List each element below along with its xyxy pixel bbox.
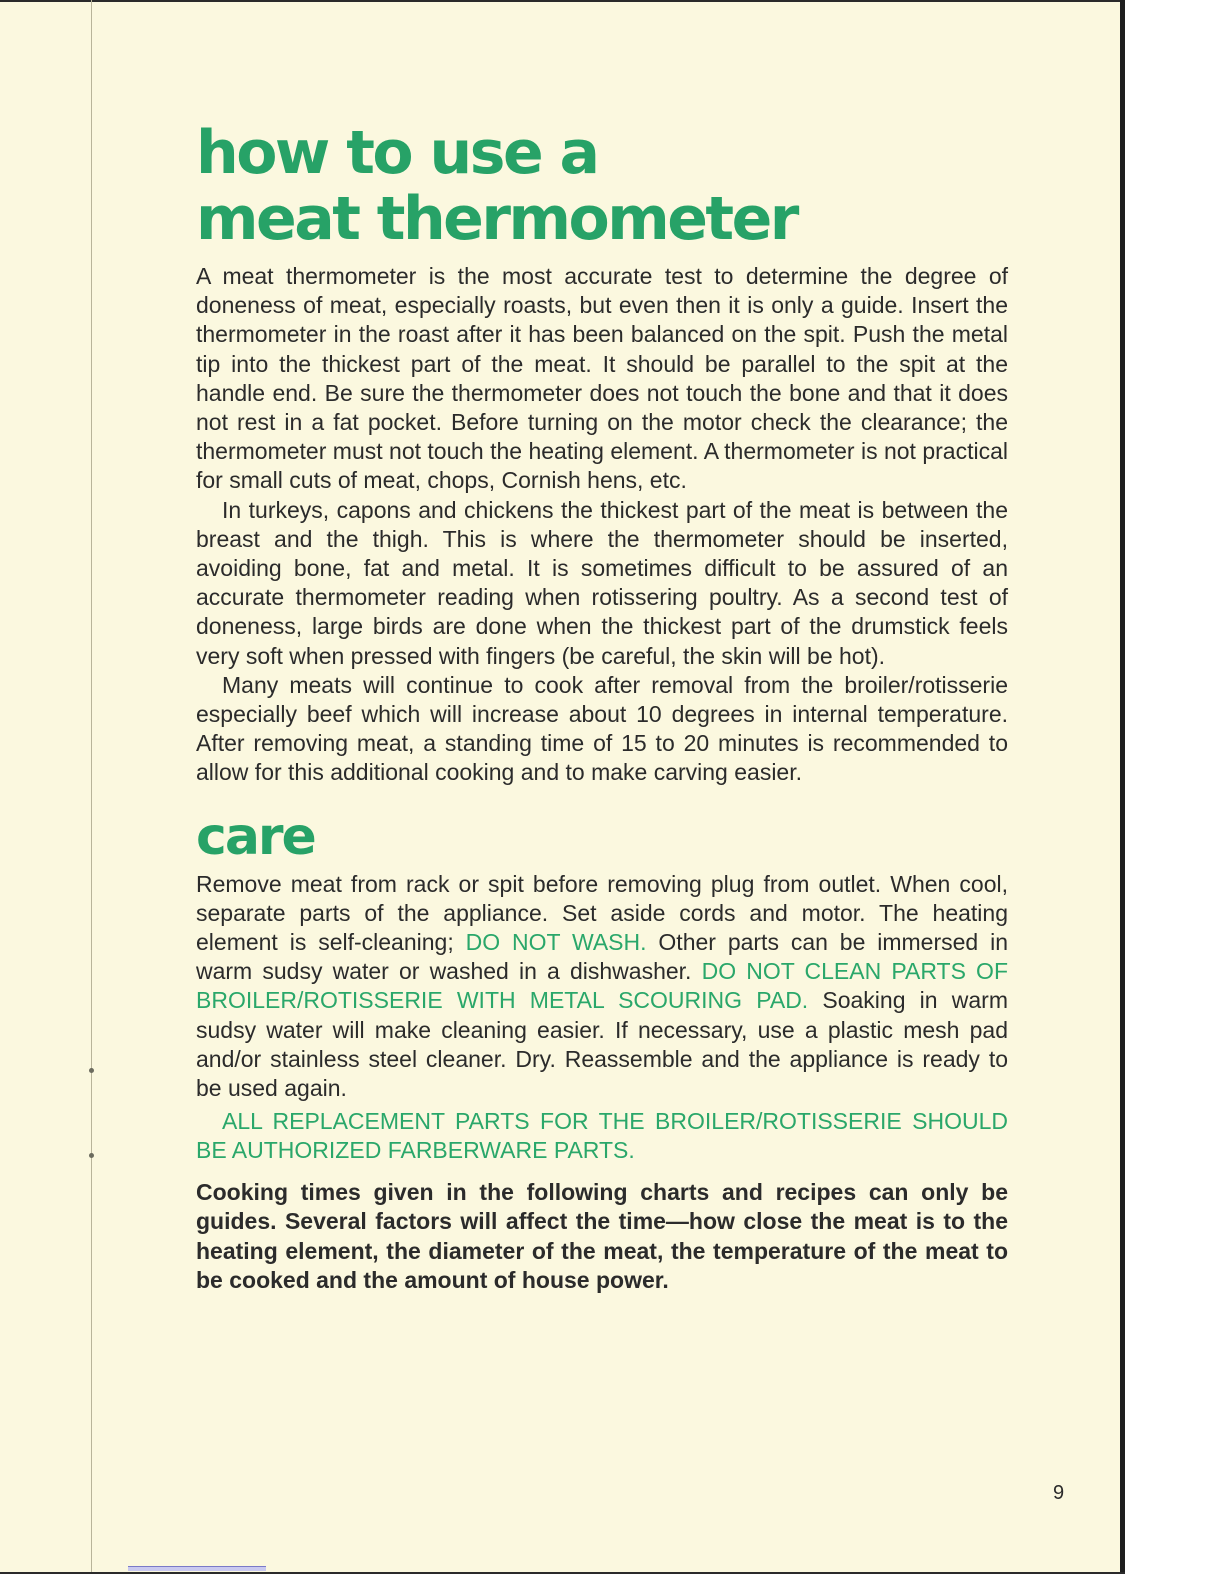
page-number: 9 bbox=[1053, 1482, 1065, 1504]
content-column bbox=[196, 120, 1008, 1296]
care-paragraph bbox=[196, 870, 1008, 1104]
page-title bbox=[196, 120, 1008, 252]
page-bottom-edge bbox=[0, 1572, 1125, 1574]
care-heading: care bbox=[196, 806, 315, 867]
replacement-parts-notice: ALL REPLACEMENT PARTS FOR THE BROILER/ROTISSERIE SHOULD BE AUTHORIZED FARBERWARE PARTS. bbox=[196, 1108, 1008, 1164]
thermometer-paragraph-1: A meat thermometer is the most accurate test to determine the degree of doneness of meat, especially roasts, but even then it is only a guide. Insert the thermometer in the roast after it has been balanced on the spit. Push the metal tip into the thickest part of the meat. It should be parallel to the spit at the handle end. Be sure the thermometer does not touch the bone and that it does not rest in a fat pocket. Before turning on the motor check the clearance; the thermometer must not touch the heating element. A thermometer is not practical for small cuts of meat, chops, Cornish hens, etc. bbox=[196, 263, 1008, 494]
care-text-1: Remove meat from rack or spit before removing plug from outlet. When cool, separate parts of the appliance. Set aside cords and motor. The heating element is self-cleaning; bbox=[196, 870, 1008, 956]
margin-mark bbox=[89, 1068, 94, 1073]
scouring-pad-warning: DO NOT CLEAN PARTS OF BROILER/ROTISSERIE WITH METAL SCOURING PAD. bbox=[196, 958, 1009, 1014]
thermometer-paragraph-2: In turkeys, capons and chickens the thickest part of the meat is between the breast and the thigh. This is where the thermometer should be inserted, avoiding bone, fat and metal. It is sometimes difficult to be assured of an accurate thermometer reading when rotissering poultry. As a second test of doneness, large birds are done when the thickest part of the drumstick feels very soft when pressed with fingers (be careful, the skin will be hot). bbox=[196, 496, 1008, 669]
title-line-1: how to use a bbox=[196, 118, 598, 188]
page-top-edge bbox=[0, 0, 1125, 2]
do-not-wash-warning: DO NOT WASH. bbox=[465, 929, 647, 956]
binding-line bbox=[91, 0, 92, 1572]
title-line-2: meat thermometer bbox=[196, 184, 797, 254]
margin-mark bbox=[89, 1153, 94, 1158]
thermometer-paragraph-3: Many meats will continue to cook after removal from the broiler/rotisserie especially beef which will increase about 10 degrees in internal temperature. After removing meat, a standing time of 15 to 20 minutes is recommended to allow for this additional cooking and to make carving easier. bbox=[196, 671, 1008, 786]
care-text-2: Other parts can be immersed in warm sudsy water or washed in a dishwasher. bbox=[196, 929, 1008, 985]
page-right-edge bbox=[1120, 0, 1125, 1574]
cooking-times-note: Cooking times given in the following charts and recipes can only be guides. Several factors will affect the time—how close the meat is to the heating element, the diameter of the meat, the temperature of the meat to be cooked and the amount of house power. bbox=[196, 1178, 1008, 1294]
care-text-3: Soaking in warm sudsy water will make cleaning easier. If necessary, use a plastic mesh pad and/or stainless steel cleaner. Dry. Reassemble and the appliance is ready to be used again. bbox=[196, 987, 1008, 1102]
bottom-tab-marker bbox=[128, 1566, 266, 1571]
